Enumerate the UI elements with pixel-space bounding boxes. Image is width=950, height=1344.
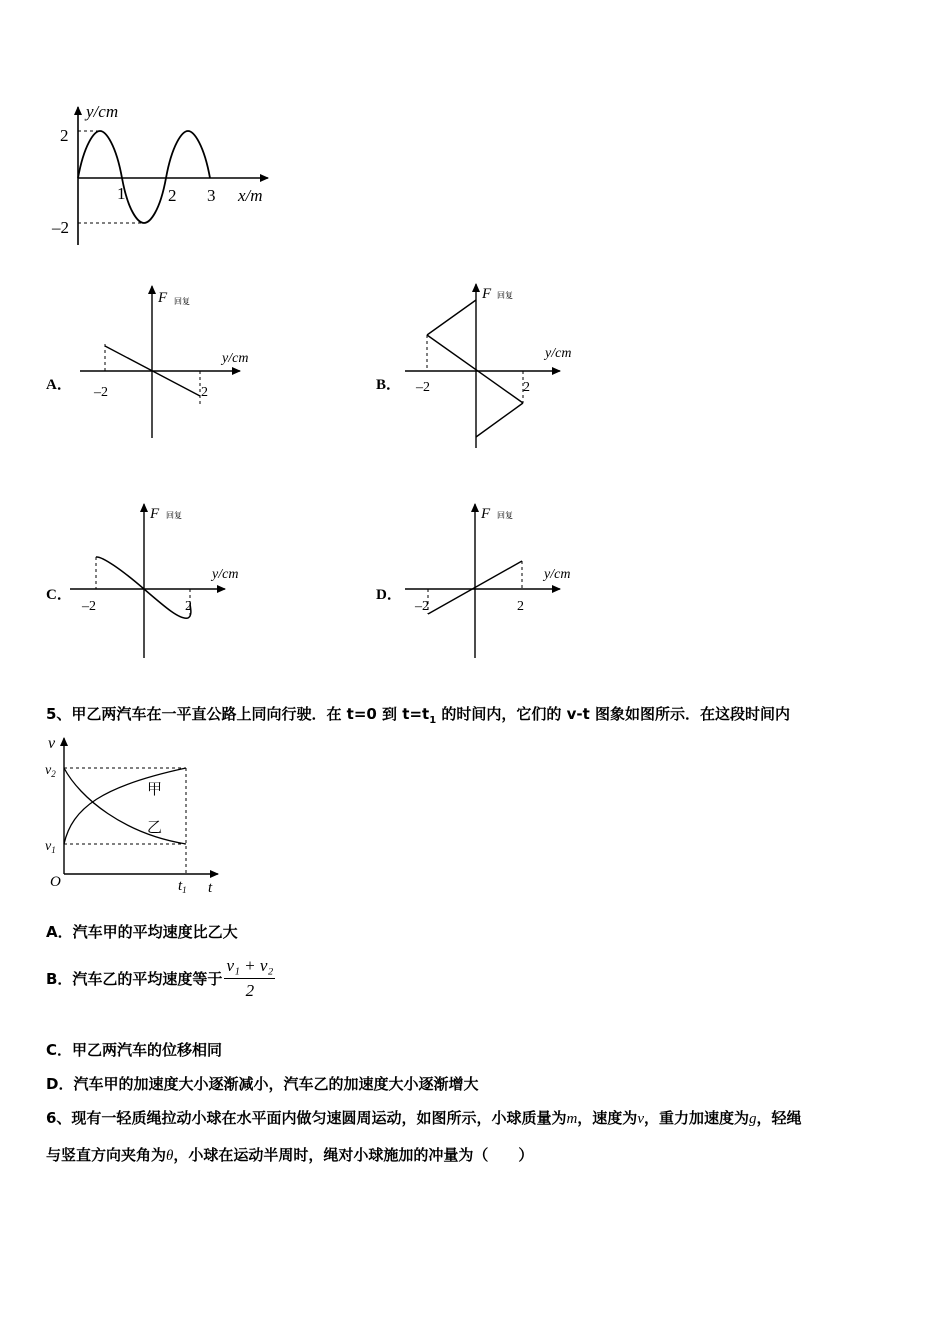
q4-option-d-graph [405, 500, 605, 665]
svg-text:甲: 甲 [147, 780, 163, 798]
q4-option-c-graph [70, 500, 270, 665]
wave-curve [78, 131, 210, 223]
q5-option-d: D．汽车甲的加速度大小逐渐减小，汽车乙的加速度大小逐渐增大 [46, 1075, 479, 1093]
fraction: $\frac{\text{v₁ + v₂}}{2}$ [226, 956, 274, 1000]
svg-text:–2: –2 [94, 385, 108, 400]
wave-y-label: y/cm [86, 102, 119, 121]
q5-option-b: B．汽车乙的平均速度等于 $\frac{\text{v₁ + v₂}}{2}$ [46, 956, 274, 1000]
wave-x-label: x/m [238, 186, 263, 205]
svg-text:F: F [158, 290, 168, 306]
curve-yi [64, 768, 186, 844]
curve-jia [64, 768, 186, 844]
wave-graph [40, 95, 290, 255]
svg-text:F: F [482, 286, 492, 302]
svg-text:v1: $v_1$ [45, 839, 56, 855]
wave-tick-2: 2 [60, 126, 69, 145]
line-b1 [427, 300, 476, 335]
svg-text:y/cm: y/cm [544, 567, 571, 582]
wave-tick-neg2: –2 [52, 218, 69, 237]
svg-text:回复: 回复 [166, 511, 182, 520]
svg-text:回复: 回复 [497, 511, 513, 520]
wave-tick-x3: 3 [207, 186, 216, 205]
svg-text:y/cm: y/cm [222, 351, 249, 366]
svg-text:2: 2 [201, 385, 208, 400]
svg-text:–2: –2 [416, 380, 430, 395]
q4-option-d-label: D． [376, 587, 402, 603]
svg-text:乙: 乙 [147, 818, 163, 836]
svg-text:v: v [48, 735, 56, 752]
q5-option-c: C．甲乙两汽车的位移相同 [46, 1041, 223, 1059]
q4-option-c-label: C． [46, 587, 72, 603]
wave-tick-x2: 2 [168, 186, 177, 205]
svg-text:y/cm: y/cm [212, 567, 239, 582]
svg-text:2: 2 [523, 380, 530, 395]
q4-option-b-label: B． [376, 377, 402, 393]
svg-text:y/cm: y/cm [545, 346, 572, 361]
line-b3 [476, 403, 523, 437]
q5-stem: 5、甲乙两汽车在一平直公路上同向行驶．在 t=0 到 $t=t_1$ 的时间内，它们的 v-t 图象如图所示．在这段时间内 [46, 705, 791, 726]
q4-option-a-graph [80, 280, 280, 450]
svg-text:–2: –2 [415, 599, 429, 614]
q5-option-a: A．汽车甲的平均速度比乙大 [46, 923, 238, 941]
svg-text:F: F [481, 506, 491, 522]
q6-line2: 与竖直方向夹角为θ，小球在运动半周时，绳对小球施加的冲量为（ ） [46, 1146, 534, 1164]
svg-text:回复: 回复 [497, 291, 513, 300]
q6-line1: 6、现有一轻质绳拉动小球在水平面内做匀速圆周运动，如图所示，小球质量为m，速度为v，重力加速度为g，轻绳 [46, 1109, 802, 1127]
svg-text:F: F [150, 506, 160, 522]
svg-text:t: t [208, 880, 213, 896]
q4-option-b-graph [405, 280, 605, 455]
svg-text:–2: –2 [82, 599, 96, 614]
svg-text:2: 2 [517, 599, 524, 614]
q5-vt-graph [40, 730, 240, 900]
wave-tick-x1: 1 [117, 184, 126, 203]
svg-text:2: 2 [185, 599, 192, 614]
svg-text:v2: $v_2$ [45, 763, 56, 779]
svg-text:O: O [50, 874, 61, 890]
line-b2 [427, 335, 523, 403]
svg-text:t1: $t_1$ [178, 878, 187, 895]
q4-option-a-label: A． [46, 377, 72, 393]
svg-text:回复: 回复 [174, 297, 190, 306]
